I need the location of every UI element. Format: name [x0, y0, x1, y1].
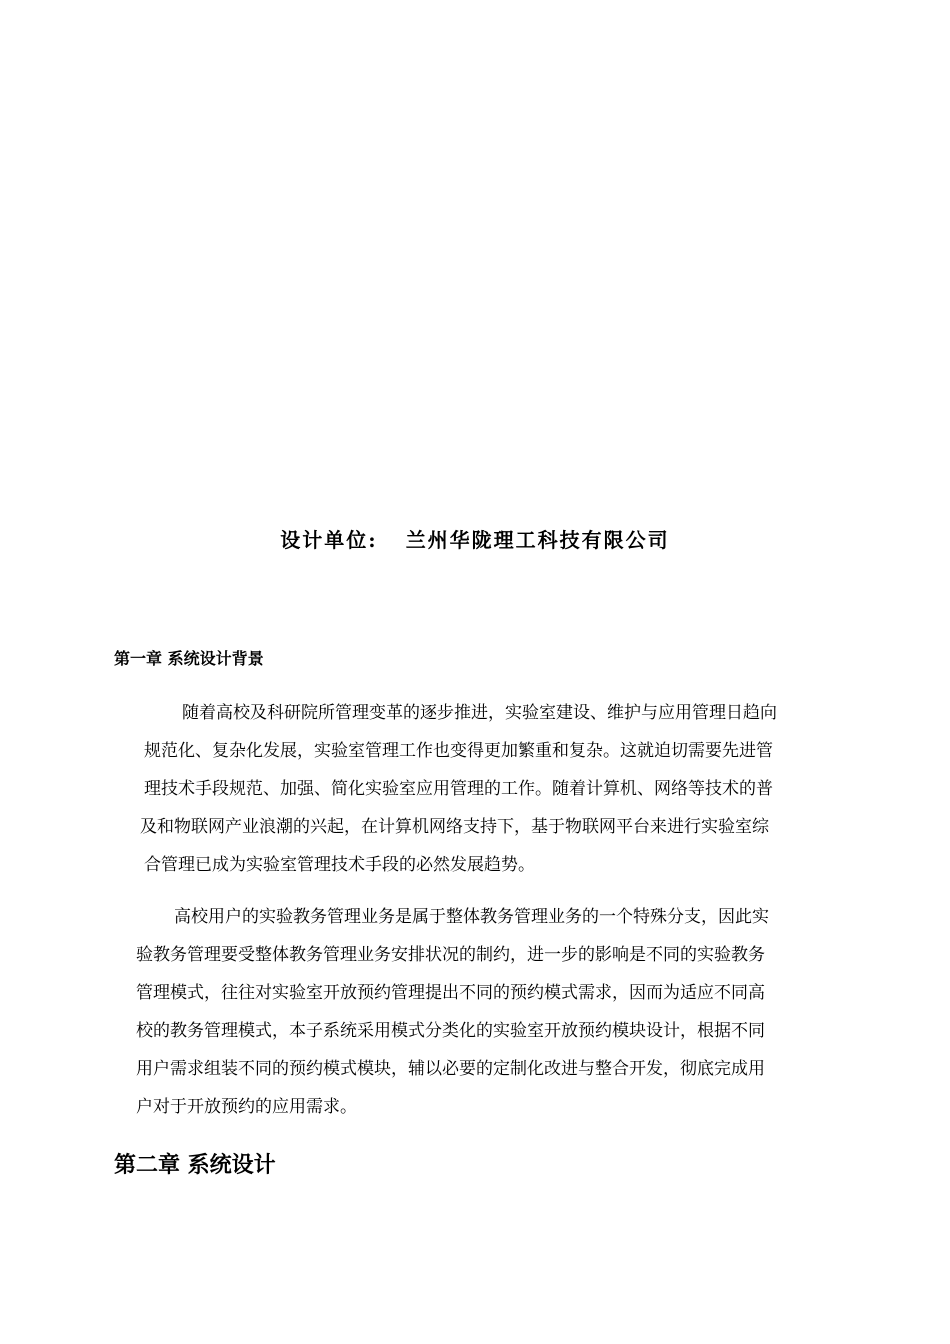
paragraph-line: 管理模式，往往对实验室开放预约管理提出不同的预约模式需求，因而为适应不同高 — [136, 983, 765, 1003]
design-unit-value: 兰州华陇理工科技有限公司 — [405, 528, 670, 552]
paragraph-line: 校的教务管理模式，本子系统采用模式分类化的实验室开放预约模块设计，根据不同 — [136, 1021, 765, 1041]
paragraph-line: 合管理已成为实验室管理技术手段的必然发展趋势。 — [144, 855, 535, 875]
paragraph-line: 规范化、复杂化发展，实验室管理工作也变得更加繁重和复杂。这就迫切需要先进管 — [144, 741, 773, 761]
paragraph-line: 户对于开放预约的应用需求。 — [136, 1097, 357, 1117]
paragraph-line: 及和物联网产业浪潮的兴起，在计算机网络支持下，基于物联网平台来进行实验室综 — [140, 817, 769, 837]
design-unit-line — [0, 524, 950, 553]
chapter-2-heading: 第二章 系统设计 — [114, 1152, 276, 1178]
chapter-1-paragraph-2 — [136, 898, 840, 1126]
paragraph-line: 用户需求组装不同的预约模式模块，辅以必要的定制化改进与整合开发，彻底完成用 — [136, 1059, 765, 1079]
paragraph-line: 高校用户的实验教务管理业务是属于整体教务管理业务的一个特殊分支，因此实 — [174, 907, 769, 927]
paragraph-line: 理技术手段规范、加强、简化实验室应用管理的工作。随着计算机、网络等技术的普 — [144, 779, 773, 799]
paragraph-line: 验教务管理要受整体教务管理业务安排状况的制约，进一步的影响是不同的实验教务 — [136, 945, 765, 965]
chapter-1-heading: 第一章 系统设计背景 — [114, 649, 264, 668]
chapter-1-paragraph-1 — [138, 694, 838, 884]
paragraph-line: 随着高校及科研院所管理变革的逐步推进，实验室建设、维护与应用管理日趋向 — [182, 703, 777, 723]
design-unit-label: 设计单位: — [280, 528, 378, 552]
